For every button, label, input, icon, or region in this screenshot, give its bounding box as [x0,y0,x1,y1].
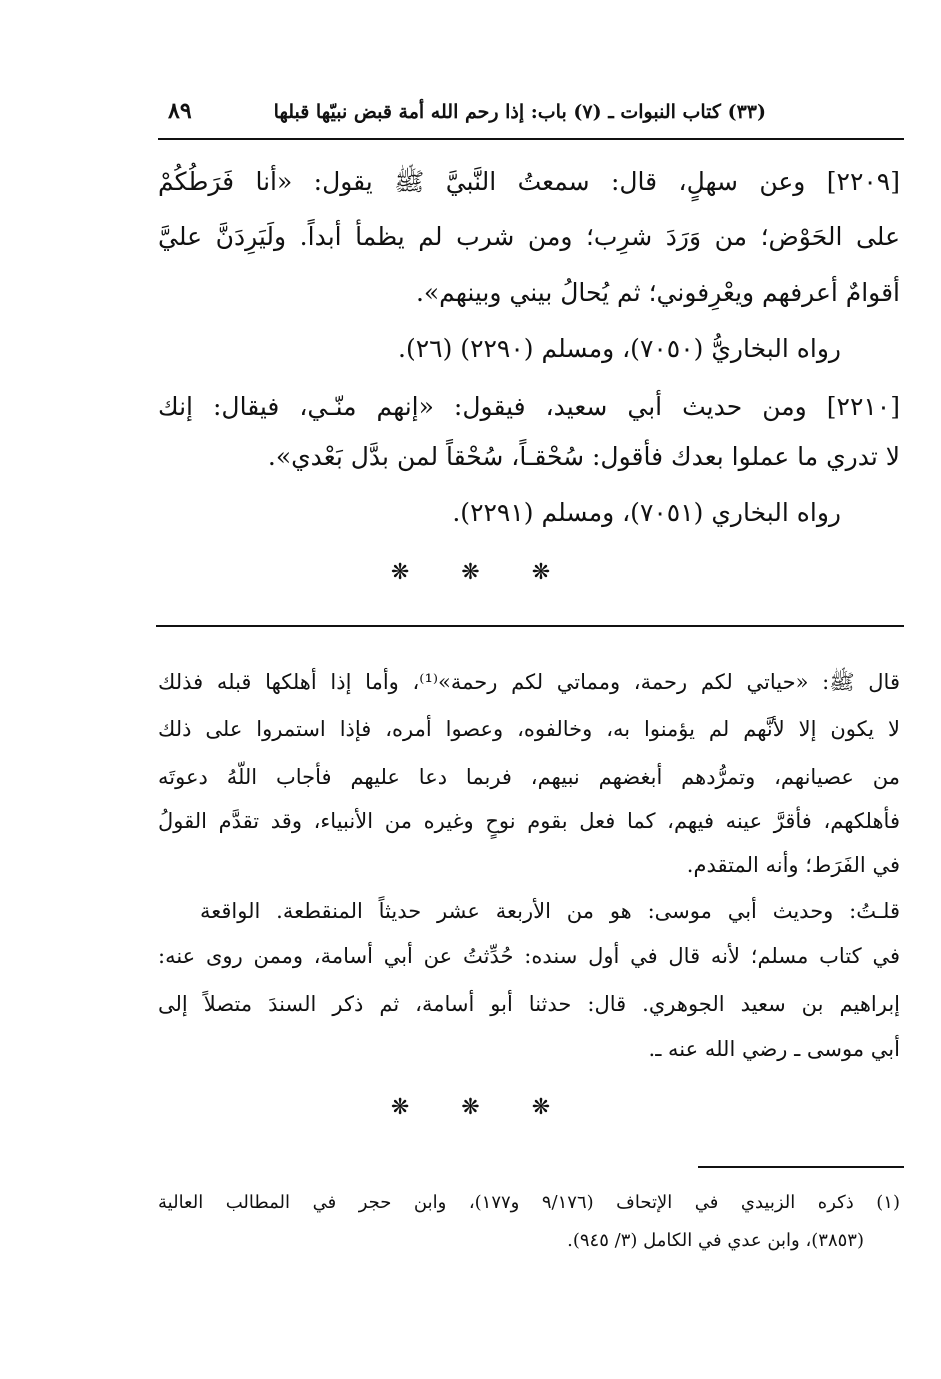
hadith-2210-source: رواه البخاري (٧٠٥١)، ومسلم (٢٢٩١). [452,498,841,527]
star-ornament: ❋ [461,1095,480,1120]
star-ornament: ❋ [531,560,551,585]
star-ornament: ❋ [531,1095,551,1120]
commentary-p1-line-2: لا يكون إلا لأنَّهم لم يؤمنوا به، وخالفوه، وعصوا أمره، فإذا استمروا على ذلك [158,717,900,741]
hadith-2210-line-2: لا تدري ما عملوا بعدك فأقول: سُحْقـاً، سُحْقاً لمن بدَّل بَعْدي». [267,442,900,471]
commentary-rule [156,625,904,627]
footnote-rule [698,1166,904,1168]
hadith-2209-source: رواه البخاريُّ (٧٠٥٠)، ومسلم (٢٢٩٠) (٢٦). [398,334,841,363]
footnote-line-2: (٣٨٥٣)، وابن عدي في الكامل (٣/ ٩٤٥). [567,1230,864,1251]
star-ornament: ❋ [461,560,480,585]
commentary-p2-line-1: قلـتُ: وحديث أبي موسى: هو من الأربعة عشر حديثاً المنقطعة. الواقعة [200,899,900,923]
section-separator [0,560,941,585]
hadith-2209-line-2: على الحَوْض؛ من وَرَدَ شرِب؛ ومن شرب لم يظمأ أبداً. ولَيَرِدَنَّ عليَّ [158,222,900,251]
page-number: ٨٩ [168,98,192,124]
star-ornament: ❋ [390,1095,410,1120]
commentary-p2-line-4: أبي موسى ـ رضي الله عنه ـ. [648,1037,900,1061]
commentary-p2-line-3: إبراهيم بن سعيد الجوهري. قال: حدثنا أبو أسامة، ثم ذكر السندَ متصلاً إلى [158,992,900,1016]
hadith-2209-line-3: أقوامٌ أعرفهم ويعْرِفوني؛ ثم يُحالُ بيني وبينهم». [415,278,900,307]
header-rule [158,138,904,140]
star-ornament: ❋ [390,560,410,585]
commentary-p2-line-2: في كتاب مسلم؛ لأنه قال في أول سنده: حُدِّثتُ عن أبي أسامة، وممن روى عنه: [158,944,900,968]
hadith-2210-line-1: [٢٢١٠] ومن حديث أبي سعيد، فيقول: «إنهم منّـي، فيقال: إنك [158,392,900,421]
commentary-p1-line-1: قال ﷺ: «حياتي لكم رحمة، ومماتي لكم رحمة»⁽¹⁾، وأما إذا أهلكها قبله فذلك [158,670,900,694]
commentary-p1-line-4: فأهلكهم، فأقرَّ عينه فيهم، كما فعل بقوم نوحٍ وغيره من الأنبياء، وقد تقدَّم القولُ [158,809,900,833]
running-header: (٣٣) كتاب النبوات ـ (٧) باب: إذا رحم الله أمة قبض نبيّها قبلها [273,101,766,123]
commentary-p1-line-3: من عصيانهم، وتمرُّدهم أبغضهم نبيهم، فربما دعا عليهم فأجاب اللّهُ دعوتَه [158,765,900,789]
section-separator-2 [0,1095,941,1120]
footnote-line-1: (١) ذكره الزبيدي في الإتحاف (٩/١٧٦ و١٧٧)، وابن حجر في المطالب العالية [158,1192,900,1213]
hadith-2209-line-1: [٢٢٠٩] وعن سهلٍ، قال: سمعتُ النَّبيَّ ﷺ يقول: «أنا فَرَطُكُمْ [158,167,900,196]
commentary-p1-line-5: في الفَرَط؛ وأنه المتقدم. [686,853,900,877]
